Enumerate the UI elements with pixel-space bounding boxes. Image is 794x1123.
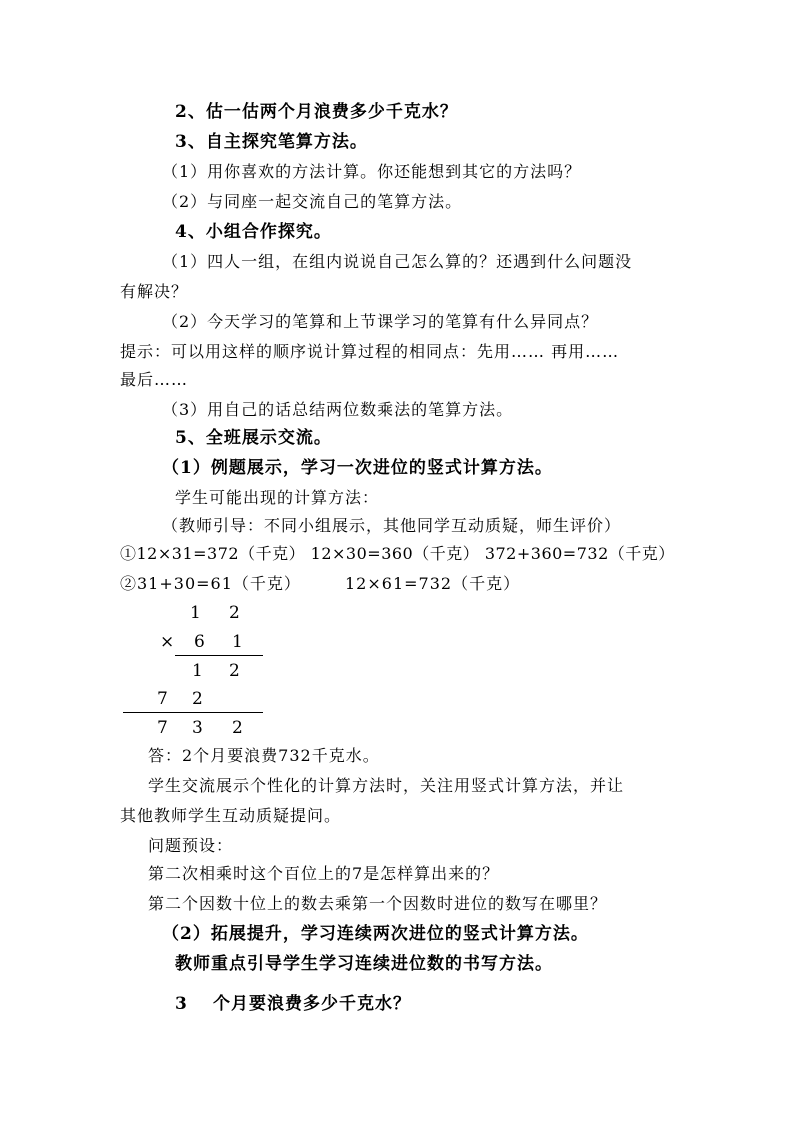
digit: 2 xyxy=(232,718,243,738)
paragraph: （2）今天学习的笔算和上节课学习的笔算有什么异同点？ xyxy=(162,312,599,331)
digit: 1 xyxy=(192,661,203,681)
question-number: 3 xyxy=(175,994,188,1014)
paragraph: （2）与同座一起交流自己的笔算方法。 xyxy=(162,192,463,211)
digit: 2 xyxy=(229,603,240,623)
heading-share: 5、全班展示交流。 xyxy=(175,428,332,448)
digit: 1 xyxy=(232,632,243,652)
method-2: ②31+30=61（千克） xyxy=(120,574,301,593)
question-text: 个月要浪费多少千克水？ xyxy=(213,994,411,1014)
paragraph: （1）四人一组，在组内说说自己怎么算的？还遇到什么问题没 xyxy=(162,252,633,271)
answer: 答：2个月要浪费732千克水。 xyxy=(148,746,380,765)
multiply-sign: × xyxy=(160,632,175,652)
calc-rule xyxy=(123,712,263,713)
subheading: （2）拓展提升，学习连续两次进位的竖式计算方法。 xyxy=(162,924,589,944)
digit: 3 xyxy=(192,718,203,738)
digit: 2 xyxy=(192,689,203,709)
paragraph: （教师引导：不同小组展示，其他同学互动质疑，师生评价） xyxy=(162,516,622,535)
paragraph: 学生交流展示个性化的计算方法时，关注用竖式计算方法，并让 xyxy=(148,776,625,795)
hint-text: 最后…… xyxy=(120,370,189,389)
paragraph: （1）用你喜欢的方法计算。你还能想到其它的方法吗？ xyxy=(162,162,582,181)
calc-rule xyxy=(175,655,263,656)
question: 第二次相乘时这个百位上的7是怎样算出来的？ xyxy=(148,864,500,883)
paragraph: 其他教师学生互动质疑提问。 xyxy=(120,806,342,825)
subheading: （1）例题展示，学习一次进位的竖式计算方法。 xyxy=(162,458,553,478)
heading-group: 4、小组合作探究。 xyxy=(175,222,332,242)
preset-title: 问题预设： xyxy=(148,836,234,855)
paragraph: 学生可能出现的计算方法： xyxy=(175,488,380,507)
paragraph-bold: 教师重点引导学生学习连续进位数的书写方法。 xyxy=(175,954,553,974)
question: 第二个因数十位上的数去乘第一个因数时进位的数写在哪里？ xyxy=(148,894,608,913)
digit: 6 xyxy=(194,632,205,652)
digit: 2 xyxy=(229,661,240,681)
heading-estimate: 2、估一估两个月浪费多少千克水？ xyxy=(175,102,458,122)
method-1: ①12×31=372（千克） 12×30=360（千克） 372+360=732（千克） xyxy=(120,544,675,563)
digit: 1 xyxy=(190,603,201,623)
digit: 7 xyxy=(157,718,168,738)
paragraph: （3）用自己的话总结两位数乘法的笔算方法。 xyxy=(162,400,514,419)
hint-text: 提示：可以用这样的顺序说计算过程的相同点：先用…… 再用…… xyxy=(120,342,620,361)
digit: 7 xyxy=(157,689,168,709)
heading-explore: 3、自主探究笔算方法。 xyxy=(175,132,368,152)
paragraph: 有解决？ xyxy=(120,282,189,301)
method-2-formula: 12×61=732（千克） xyxy=(345,574,521,593)
